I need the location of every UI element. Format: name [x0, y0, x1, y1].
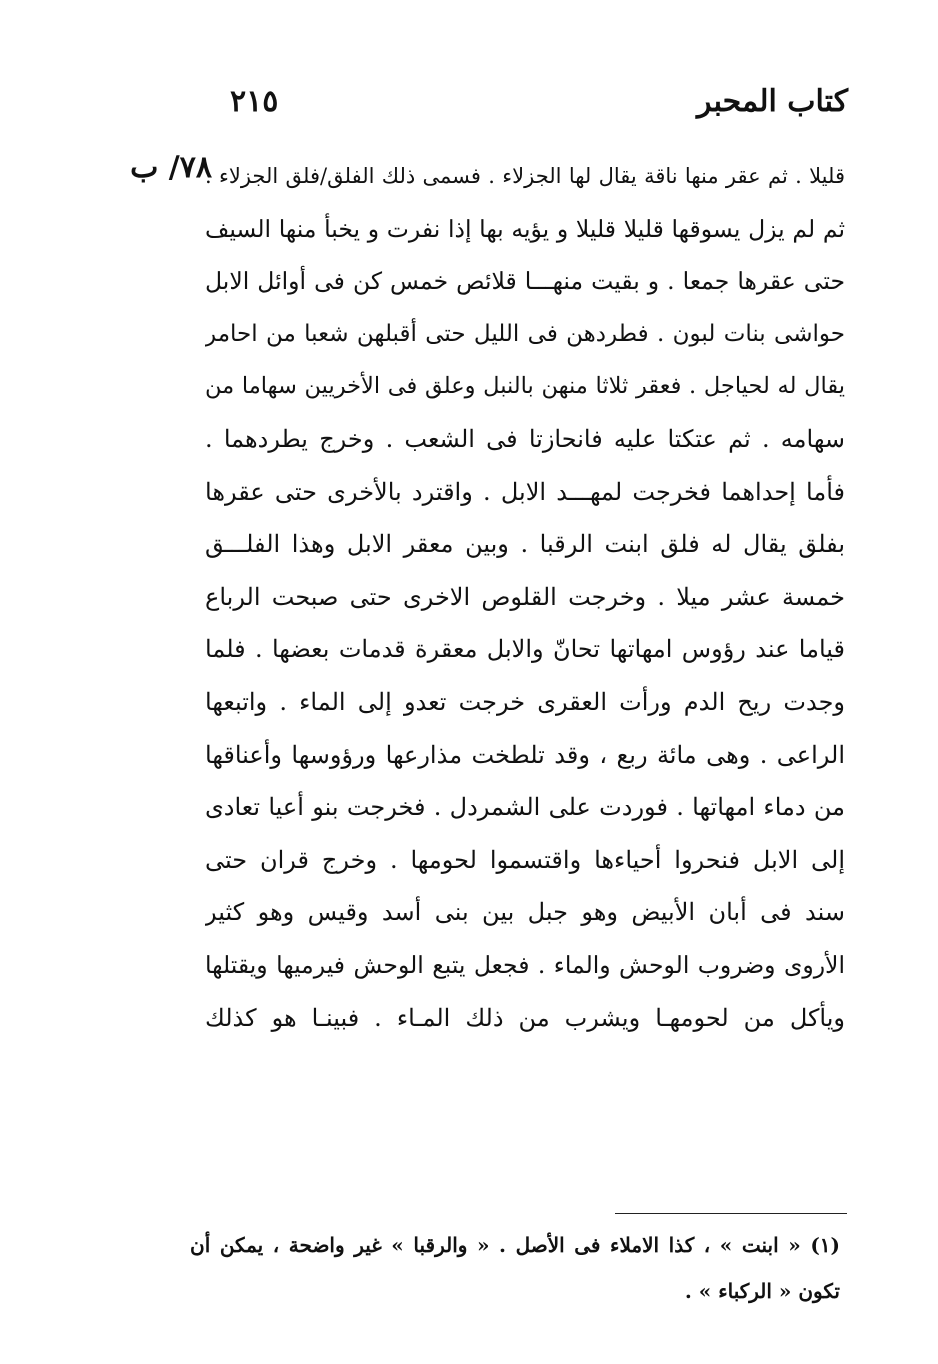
folio-marker: ٧٨/ ب	[130, 150, 212, 185]
text-line: حواشى بنات لبون . فطردهن فى الليل حتى أقبلهن شعبا من احامر	[205, 320, 845, 347]
text-line: قياما عند رؤوس امهاتها تحانّ والابل معقرة قدمات بعضها . فلما	[205, 635, 845, 664]
text-line: خمسة عشر ميلا . وخرجت القلوص الاخرى حتى صبحت الرباع	[205, 582, 845, 611]
text-line: سهامه . ثم عتكتا عليه فانحازتا فى الشعب . وخرج يطردهما .	[205, 424, 845, 453]
text-line: ويأكل من لحومهـا ويشرب من ذلك المـاء . فبينـا هو كذلك	[205, 1003, 845, 1032]
text-line: الراعى . وهى مائة ربع ، وقد تلطخت مذارعها ورؤوسها وأعناقها	[205, 740, 845, 769]
text-line: فأما إحداهما فخرجت لمهـــد الابل . واقترد بالأخرى حتى عقرها	[205, 477, 845, 506]
running-title: كتاب المحبر	[697, 84, 848, 119]
text-line: من دماء امهاتها . فوردت على الشمردل . فخرجت بنو أعيا تعادى	[205, 793, 845, 822]
text-line: سند فى أبان الأبيض وهو جبل بين بنى أسد وقيس وهو كثير	[205, 898, 845, 927]
page-header	[230, 84, 848, 140]
page-number: ٢١٥	[230, 84, 279, 119]
footnote-rule	[615, 1213, 847, 1214]
text-line: إلى الابل فنحروا أحياءها واقتسموا لحومها . وخرج قران حتى	[205, 845, 845, 874]
text-line: قليلا . ثم عقر منها ناقة يقال لها الجزلاء . فسمى ذلك الفلق/فلق الجزلاء .	[205, 164, 845, 188]
text-line: يقال له لحياجل . فعقر ثلاثا منهن بالنبل وعلق فى الأخريين سهاما من	[205, 373, 845, 400]
text-line: ثم لم يزل يسوقها قليلا قليلا و يؤيه بها إذا نفرت و يخبأ منها السيف	[205, 214, 845, 243]
body-text	[205, 150, 845, 1044]
text-line: الأروى وضروب الوحش والماء . فجعل يتبع الوحش فيرميها ويقتلها	[205, 950, 845, 979]
footnote-line: تكون « الركباء » .	[684, 1279, 840, 1303]
text-line: حتى عقرها جمعا . و بقيت منهـــا قلائص خمس كن فى أوائل الابل	[205, 267, 845, 296]
footnotes	[190, 1222, 840, 1314]
text-line: وجدت ريح الدم ورأت العقرى خرجت تعدو إلى الماء . واتبعها	[205, 687, 845, 716]
footnote-line: (١) « ابنت » ، كذا الاملاء فى الأصل . « والرقبا » غير واضحة ، يمكن أن	[190, 1233, 840, 1257]
text-line: بفلق يقال له فلق ابنت الرقبا . وبين معقر الابل وهذا الفلـــق	[205, 530, 845, 559]
